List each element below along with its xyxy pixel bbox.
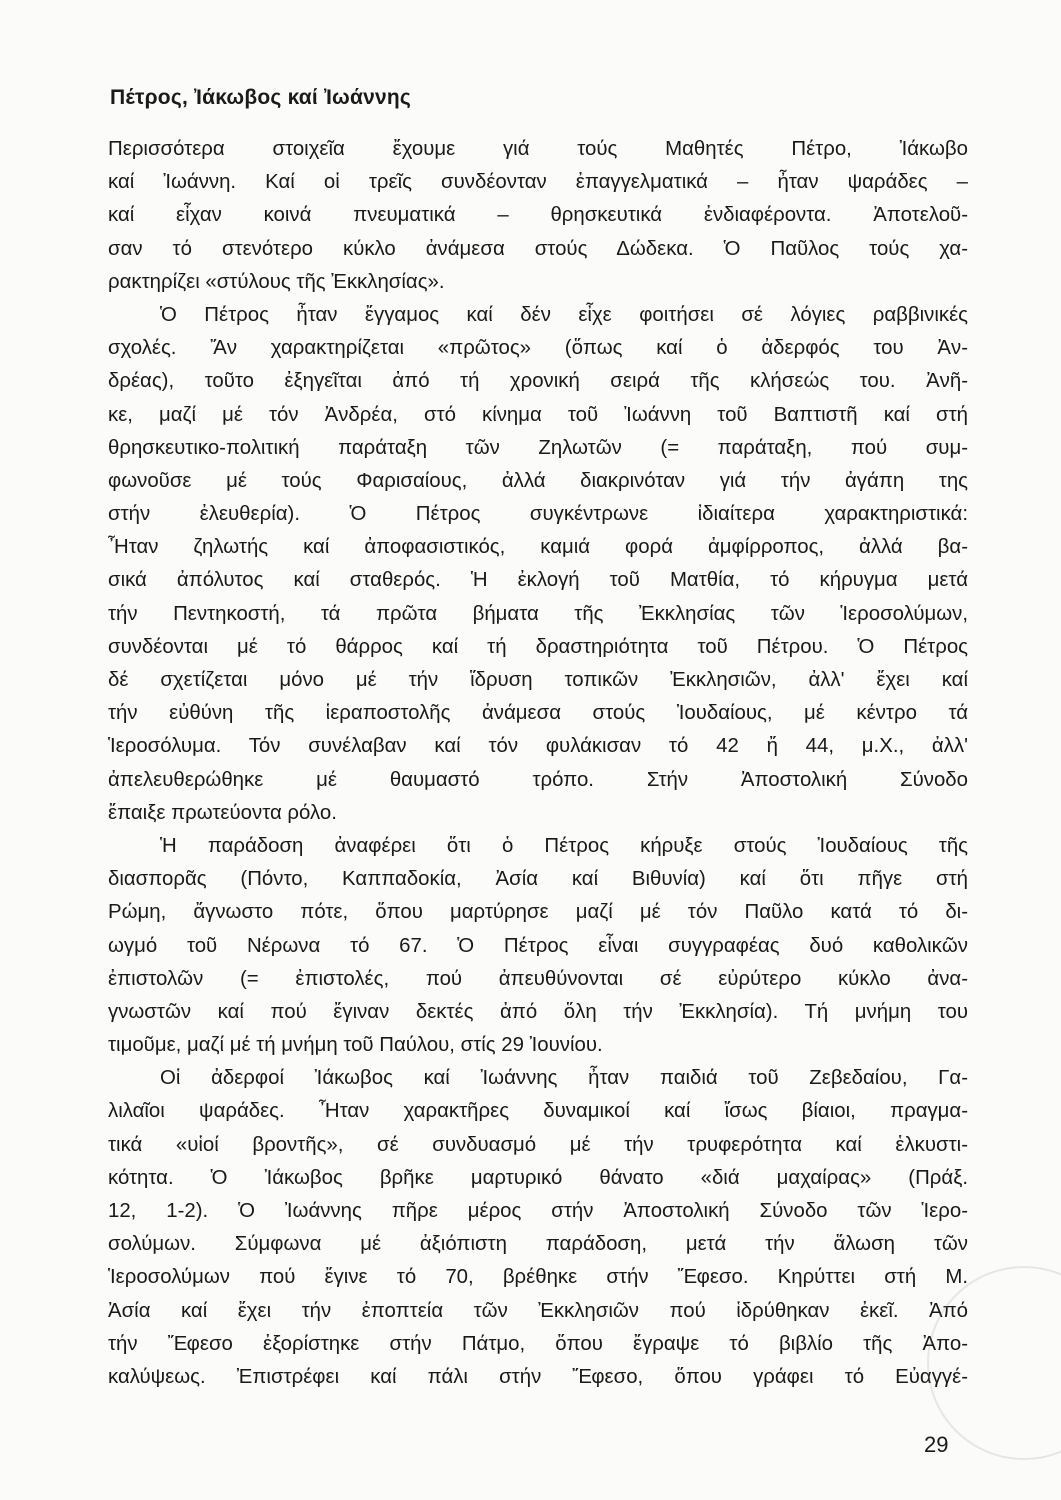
text-line: κότητα. Ὁ Ἰάκωβος βρῆκε μαρτυρικό θάνατο «διά μαχαίρας» (Πράξ.: [108, 1166, 968, 1189]
text-line: Ἀσία καί ἔχει τήν ἐποπτεία τῶν Ἐκκλησιῶν πού ἱδρύθηκαν ἐκεῖ. Ἀπό: [108, 1299, 968, 1322]
text-line: Οἱ ἀδερφοί Ἰάκωβος καί Ἰωάννης ἦταν παιδιά τοῦ Ζεβεδαίου, Γα-: [160, 1067, 968, 1090]
text-line: δέ σχετίζεται μόνο μέ τήν ἵδρυση τοπικῶν Ἐκκλησιῶν, ἀλλ' ἔχει καί: [108, 669, 968, 691]
text-line: στήν ἐλευθερία). Ὁ Πέτρος συγκέντρωνε ἰδιαίτερα χαρακτηριστικά:: [108, 503, 968, 526]
text-line: ωγμό τοῦ Νέρωνα τό 67. Ὁ Πέτρος εἶναι συγγραφέας δυό καθολικῶν: [108, 934, 968, 957]
text-line: φωνοῦσε μέ τούς Φαρισαίους, ἀλλά διακρινόταν γιά τήν ἀγάπη της: [108, 469, 968, 492]
text-line: σαν τό στενότερο κύκλο ἀνάμεσα στούς Δώδεκα. Ὁ Παῦλος τούς χα-: [108, 237, 968, 260]
text-line: κε, μαζί μέ τόν Ἀνδρέα, στό κίνημα τοῦ Ἰωάννη τοῦ Βαπτιστῆ καί στή: [108, 403, 968, 426]
page-number: 29: [924, 1432, 949, 1457]
text-line: Ἡ παράδοση ἀναφέρει ὅτι ὁ Πέτρος κήρυξε στούς Ἰουδαίους τῆς: [160, 834, 968, 857]
text-line: ἔπαιξε πρωτεύοντα ρόλο.: [108, 801, 337, 824]
text-line: Ἱεροσολύμων πού ἔγινε τό 70, βρέθηκε στήν Ἔφεσο. Κηρύττει στή Μ.: [108, 1266, 968, 1289]
text-line: Ὁ Πέτρος ἦταν ἔγγαμος καί δέν εἶχε φοιτήσει σέ λόγιες ραββινικές: [160, 303, 968, 326]
text-line: λιλαῖοι ψαράδες. Ἦταν χαρακτῆρες δυναμικοί καί ἴσως βίαιοι, πραγμα-: [108, 1100, 968, 1123]
text-line: συνδέονται μέ τό θάρρος καί τή δραστηριότητα τοῦ Πέτρου. Ὁ Πέτρος: [108, 635, 968, 658]
text-line: Ἦταν ζηλωτής καί ἀποφασιστικός, καμιά φορά ἀμφίρροπος, ἀλλά βα-: [108, 536, 968, 559]
section-heading: Πέτρος, Ἰάκωβος καί Ἰωάννης: [110, 86, 411, 109]
text-line: καλύψεως. Ἐπιστρέφει καί πάλι στήν Ἔφεσο, ὅπου γράφει τό Εὐαγγέ-: [108, 1365, 968, 1388]
text-line: διασπορᾶς (Πόντο, Καππαδοκία, Ἀσία καί Βιθυνία) καί ὅτι πῆγε στή: [108, 868, 968, 891]
text-line: 12, 1-2). Ὁ Ἰωάννης πῆρε μέρος στήν Ἀποστολική Σύνοδο τῶν Ἱερο-: [108, 1200, 968, 1222]
text-line: καί εἶχαν κοινά πνευματικά – θρησκευτικά ἐνδιαφέροντα. Ἀποτελοῦ-: [108, 204, 968, 227]
text-line: σολύμων. Σύμφωνα μέ ἀξιόπιστη παράδοση, μετά τήν ἅλωση τῶν: [108, 1233, 968, 1256]
text-line: τήν Ἔφεσο ἐξορίστηκε στήν Πάτμο, ὅπου ἔγραψε τό βιβλίο τῆς Ἀπο-: [108, 1332, 968, 1355]
text-line: Περισσότερα στοιχεῖα ἔχουμε γιά τούς Μαθητές Πέτρο, Ἰάκωβο: [108, 138, 968, 160]
text-line: τήν Πεντηκοστή, τά πρῶτα βήματα τῆς Ἐκκλησίας τῶν Ἱεροσολύμων,: [108, 602, 968, 625]
text-line: θρησκευτικο-πολιτική παράταξη τῶν Ζηλωτῶν (= παράταξη, πού συμ-: [108, 436, 968, 459]
text-line: τιμοῦμε, μαζί μέ τή μνήμη τοῦ Παύλου, στίς 29 Ἰουνίου.: [108, 1034, 603, 1057]
body-text: [108, 133, 968, 1394]
text-line: ἐπιστολῶν (= ἐπιστολές, πού ἀπευθύνονται σέ εὐρύτερο κύκλο ἀνα-: [108, 967, 968, 990]
text-line: σχολές. Ἄν χαρακτηρίζεται «πρῶτος» (ὅπως καί ὁ ἀδερφός του Ἀν-: [108, 337, 968, 360]
text-line: σικά ἀπόλυτος καί σταθερός. Ἡ ἐκλογή τοῦ Ματθία, τό κήρυγμα μετά: [108, 569, 968, 592]
text-line: δρέας), τοῦτο ἐξηγεῖται ἀπό τή χρονική σειρά τῆς κλήσεώς του. Ἀνῆ-: [108, 370, 968, 393]
text-line: Ρώμη, ἄγνωστο πότε, ὅπου μαρτύρησε μαζί μέ τόν Παῦλο κατά τό δι-: [108, 901, 968, 924]
text-line: ρακτηρίζει «στύλους τῆς Ἐκκλησίας».: [108, 270, 445, 293]
text-line: καί Ἰωάννη. Καί οἱ τρεῖς συνδέονταν ἐπαγγελματικά – ἦταν ψαράδες –: [108, 171, 968, 194]
text-line: τήν εὐθύνη τῆς ἱεραποστολῆς ἀνάμεσα στούς Ἰουδαίους, μέ κέντρο τά: [108, 702, 968, 725]
text-line: τικά «υἱοί βροντῆς», σέ συνδυασμό μέ τήν τρυφερότητα καί ἑλκυστι-: [108, 1133, 968, 1156]
text-line: γνωστῶν καί πού ἔγιναν δεκτές ἀπό ὅλη τήν Ἐκκλησία). Τή μνήμη του: [108, 1000, 968, 1023]
text-line: ἀπελευθερώθηκε μέ θαυμαστό τρόπο. Στήν Ἀποστολική Σύνοδο: [108, 768, 968, 791]
text-line: Ἱεροσόλυμα. Τόν συνέλαβαν καί τόν φυλάκισαν τό 42 ἤ 44, μ.Χ., ἀλλ': [108, 735, 968, 758]
